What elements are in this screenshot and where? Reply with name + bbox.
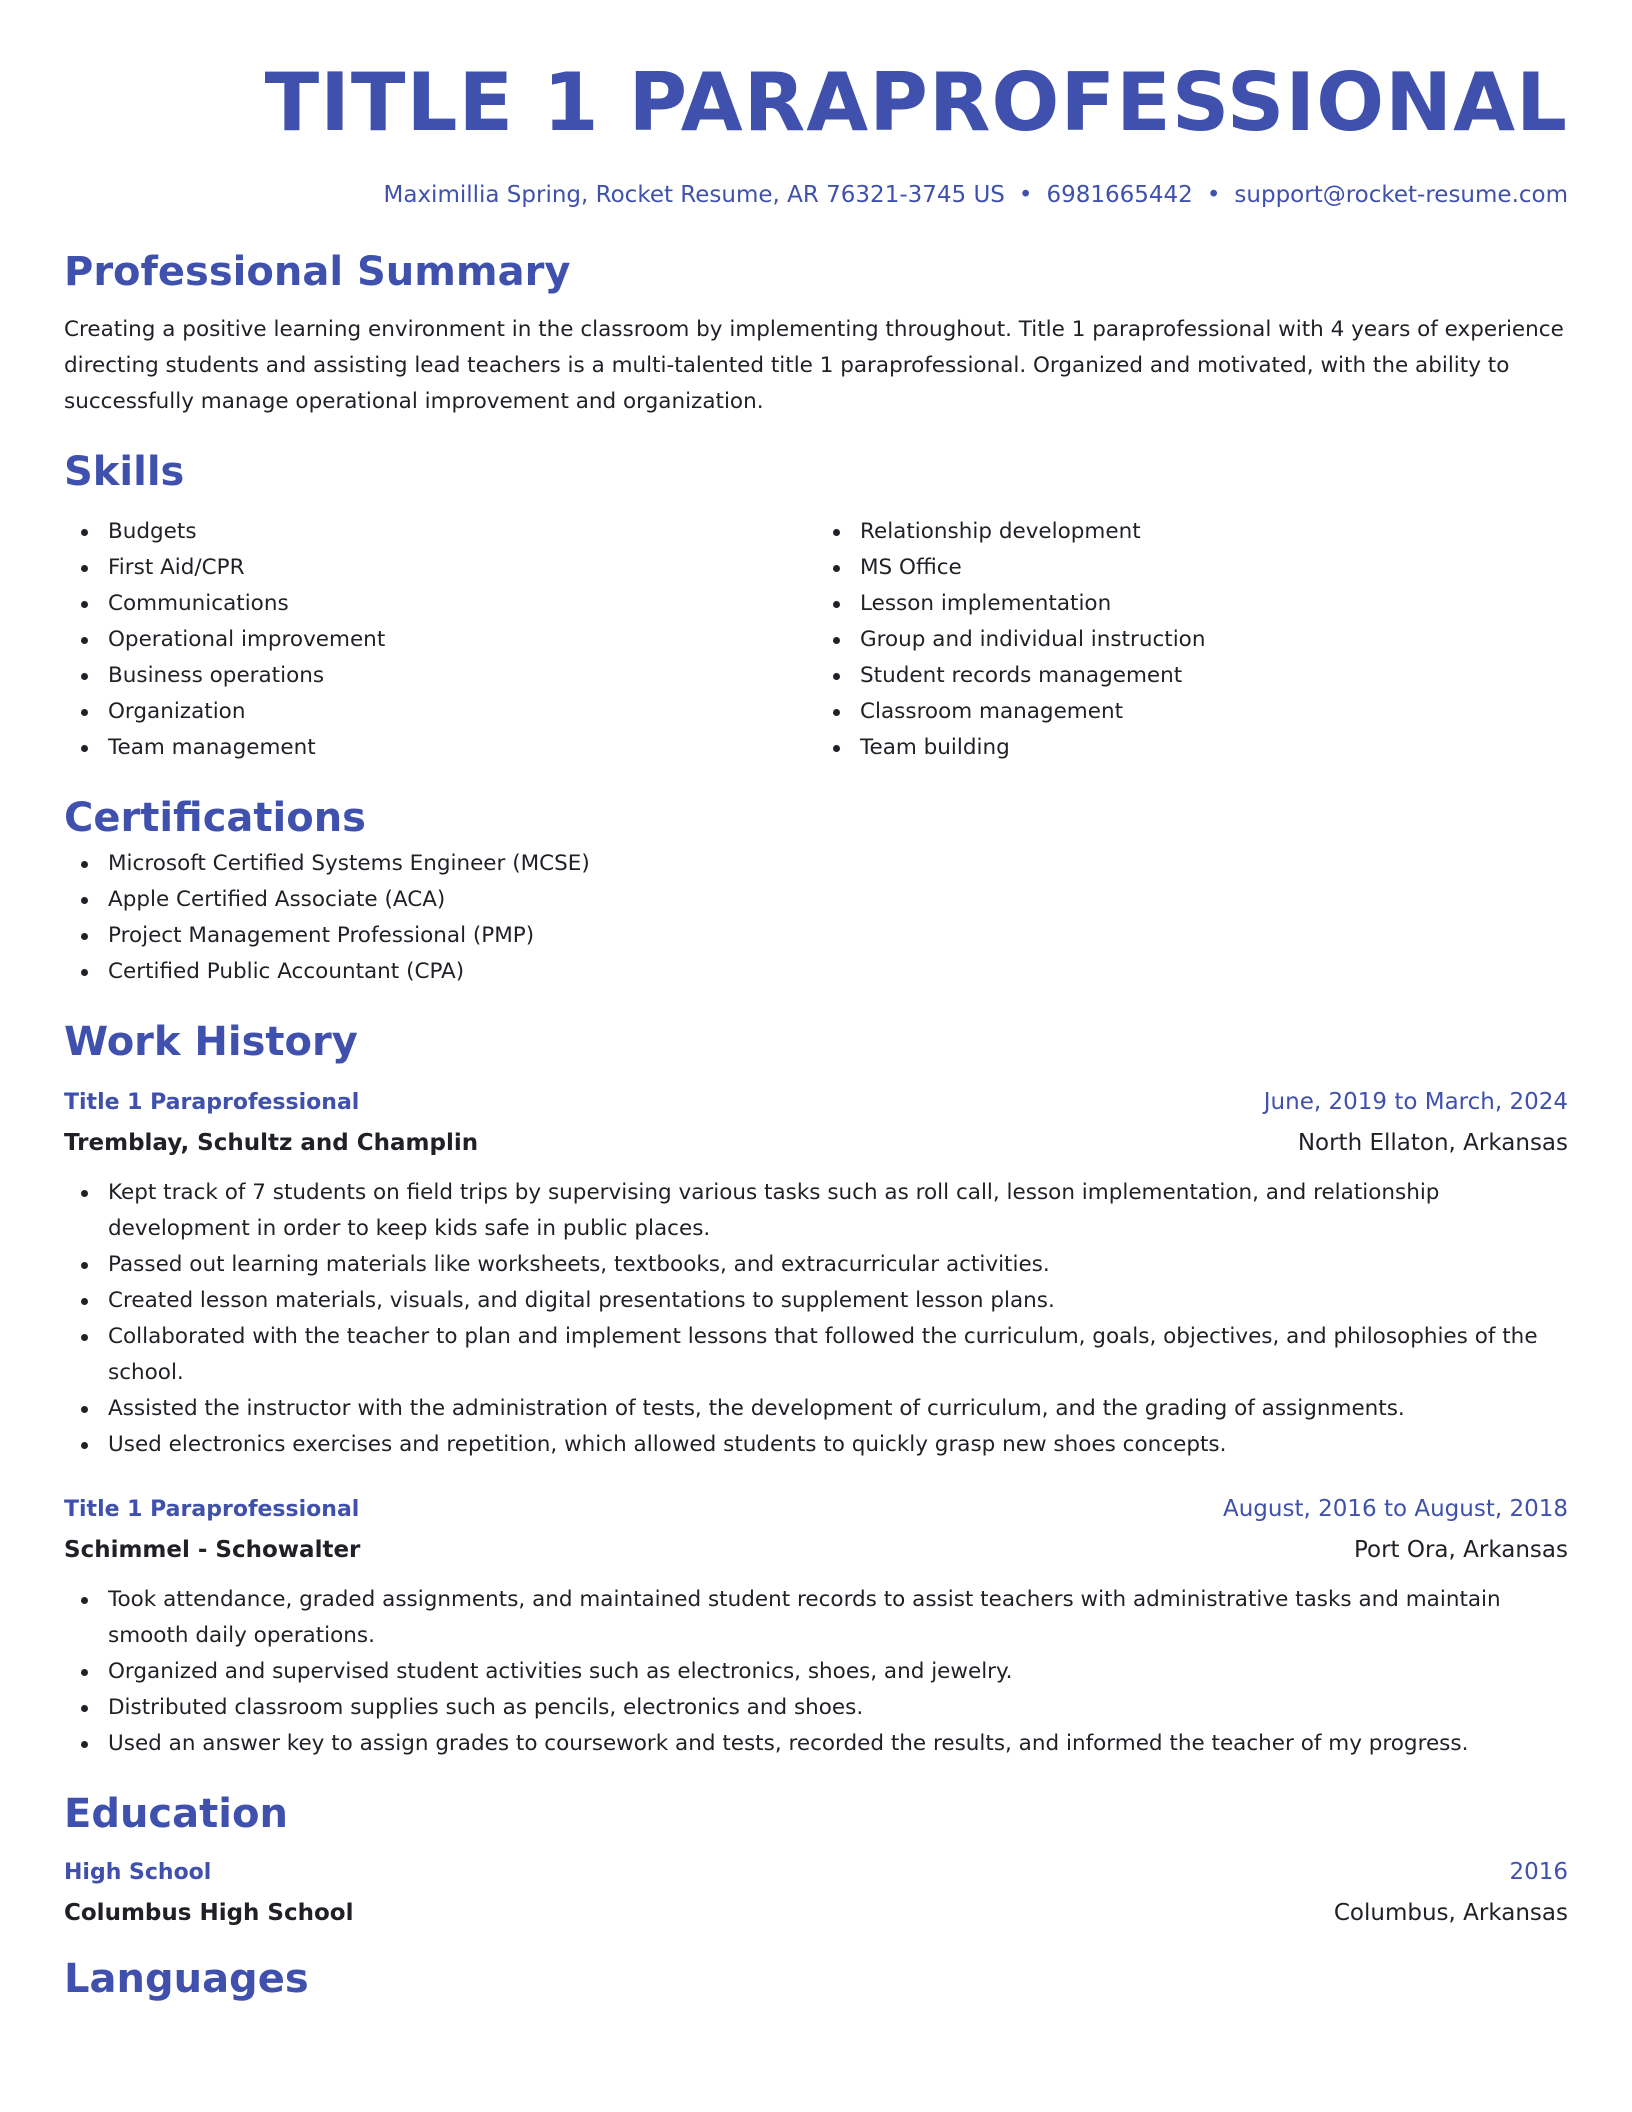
education-location: Columbus, Arkansas bbox=[1333, 1900, 1568, 1926]
job-duty: Organized and supervised student activities such as electronics, shoes, and jewelry. bbox=[108, 1654, 1568, 1690]
contact-separator: • bbox=[1018, 182, 1033, 208]
skill-item: Budgets bbox=[108, 514, 816, 550]
skill-item: Group and individual instruction bbox=[860, 622, 1568, 658]
education-entry bbox=[64, 1852, 1568, 1933]
certifications-heading: Certifications bbox=[64, 795, 366, 841]
job-entry bbox=[64, 1082, 1568, 1463]
skill-item: Classroom management bbox=[860, 694, 1568, 730]
job-dates: June, 2019 to March, 2024 bbox=[1263, 1089, 1568, 1115]
job-duty: Took attendance, graded assignments, and maintained student records to assist teachers with administrative tasks and maintain smooth daily operations. bbox=[108, 1582, 1568, 1654]
job-duty: Created lesson materials, visuals, and digital presentations to supplement lesson plans. bbox=[108, 1283, 1568, 1319]
education-heading: Education bbox=[64, 1791, 288, 1837]
job-duty: Distributed classroom supplies such as pencils, electronics and shoes. bbox=[108, 1690, 1568, 1726]
education-school: Columbus High School bbox=[64, 1900, 354, 1926]
skill-item: Communications bbox=[108, 586, 816, 622]
skills-column-right bbox=[816, 514, 1568, 766]
certification-item: Apple Certified Associate (ACA) bbox=[108, 882, 1568, 918]
education-degree: High School bbox=[64, 1860, 212, 1885]
job-employer: Tremblay, Schultz and Champlin bbox=[64, 1130, 479, 1156]
job-entry bbox=[64, 1489, 1568, 1762]
skill-item: Operational improvement bbox=[108, 622, 816, 658]
skills-heading: Skills bbox=[64, 449, 185, 495]
skill-item: Student records management bbox=[860, 658, 1568, 694]
job-title: Title 1 Paraprofessional bbox=[64, 1090, 360, 1115]
job-location: North Ellaton, Arkansas bbox=[1297, 1130, 1568, 1156]
job-duty: Used an answer key to assign grades to coursework and tests, recorded the results, and informed the teacher of my progress. bbox=[108, 1726, 1568, 1762]
summary-heading: Professional Summary bbox=[64, 249, 571, 295]
contact-separator: • bbox=[1206, 182, 1221, 208]
job-employer-row bbox=[64, 1123, 1568, 1163]
languages-heading: Languages bbox=[64, 1956, 309, 2002]
skill-item: Lesson implementation bbox=[860, 586, 1568, 622]
contact-address: Maximillia Spring, Rocket Resume, AR 76321-3745 US bbox=[383, 182, 1005, 208]
education-school-row bbox=[64, 1893, 1568, 1933]
resume-page bbox=[64, 48, 1568, 2007]
contact-phone[interactable]: 6981665442 bbox=[1046, 182, 1193, 208]
job-title: Title 1 Paraprofessional bbox=[64, 1497, 360, 1522]
contact-line bbox=[64, 178, 1568, 212]
job-employer-row bbox=[64, 1530, 1568, 1570]
job-header-row bbox=[64, 1489, 1568, 1530]
job-duty: Kept track of 7 students on field trips by supervising various tasks such as roll call, lesson implementation, and relationship development in order to keep kids safe in public places. bbox=[108, 1175, 1568, 1247]
summary-text: Creating a positive learning environment in the classroom by implementing throughout. Title 1 paraprofessional with 4 years of experience directing students and assisting lead teachers is a multi-talented title 1 paraprofessional. Organized and motivated, with the ability to successfully manage operational improvement and organization. bbox=[64, 317, 1564, 414]
certification-item: Certified Public Accountant (CPA) bbox=[108, 954, 1568, 990]
job-location: Port Ora, Arkansas bbox=[1353, 1537, 1568, 1563]
certifications-list bbox=[64, 846, 1568, 990]
job-duty: Passed out learning materials like worksheets, textbooks, and extracurricular activities. bbox=[108, 1247, 1568, 1283]
job-dates: August, 2016 to August, 2018 bbox=[1223, 1496, 1568, 1522]
job-header-row bbox=[64, 1082, 1568, 1123]
job-duty: Collaborated with the teacher to plan and implement lessons that followed the curriculum, goals, objectives, and philosophies of the school. bbox=[108, 1319, 1568, 1391]
certification-item: Project Management Professional (PMP) bbox=[108, 918, 1568, 954]
candidate-name: TITLE 1 PARAPROFESSIONAL bbox=[264, 56, 1568, 149]
certification-item: Microsoft Certified Systems Engineer (MCSE) bbox=[108, 846, 1568, 882]
job-duty: Used electronics exercises and repetition, which allowed students to quickly grasp new shoes concepts. bbox=[108, 1427, 1568, 1463]
skill-item: Team building bbox=[860, 730, 1568, 766]
skill-item: MS Office bbox=[860, 550, 1568, 586]
work-history-heading: Work History bbox=[64, 1019, 358, 1065]
skill-item: Relationship development bbox=[860, 514, 1568, 550]
education-year: 2016 bbox=[1509, 1859, 1568, 1885]
job-duties bbox=[64, 1582, 1568, 1762]
skills-list bbox=[64, 514, 1568, 766]
contact-email[interactable]: support@rocket-resume.com bbox=[1234, 182, 1568, 208]
skill-item: Organization bbox=[108, 694, 816, 730]
skill-item: Business operations bbox=[108, 658, 816, 694]
skill-item: First Aid/CPR bbox=[108, 550, 816, 586]
job-duties bbox=[64, 1175, 1568, 1463]
skill-item: Team management bbox=[108, 730, 816, 766]
education-degree-row bbox=[64, 1852, 1568, 1893]
skills-column-left bbox=[64, 514, 816, 766]
job-duty: Assisted the instructor with the administration of tests, the development of curriculum, and the grading of assignments. bbox=[108, 1391, 1568, 1427]
job-employer: Schimmel - Schowalter bbox=[64, 1537, 361, 1563]
